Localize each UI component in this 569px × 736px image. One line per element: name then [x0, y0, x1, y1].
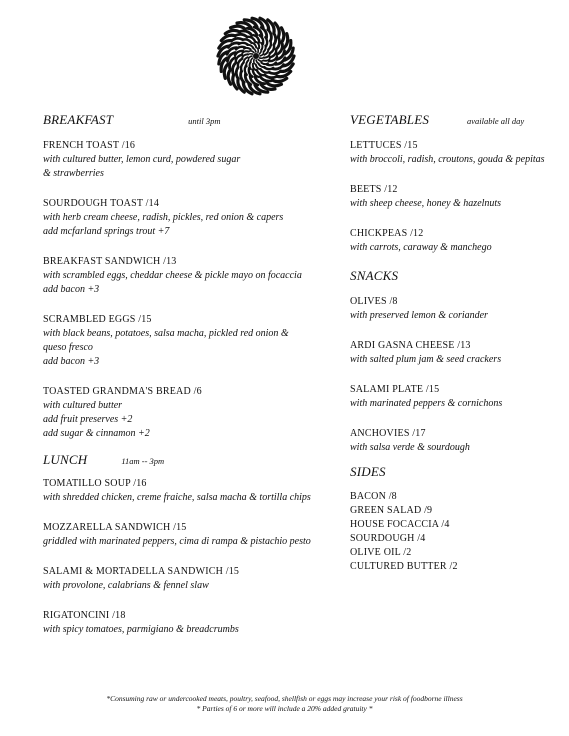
menu-item-name: CHICKPEAS /12 — [350, 228, 424, 239]
logo-swirl-stroke — [259, 50, 261, 54]
section-title: SNACKS — [350, 268, 399, 283]
menu-item-description: add bacon +3 — [43, 356, 100, 367]
menu-item — [43, 521, 333, 549]
menu-item — [43, 477, 333, 505]
logo-swirl-stroke — [267, 83, 282, 86]
menu-item-name: MOZZARELLA SANDWICH /15 — [43, 522, 187, 533]
side-item: CULTURED BUTTER /2 — [350, 561, 458, 572]
menu-item-name: TOMATILLO SOUP /16 — [43, 478, 147, 489]
logo-swirl-stroke — [268, 41, 271, 50]
logo-swirl-stroke — [250, 62, 251, 69]
menu-item-description: with provolone, calabrians & fennel slaw — [43, 580, 209, 591]
vegetables-items — [350, 139, 555, 255]
menu-item — [350, 427, 555, 455]
sides-items — [350, 490, 555, 574]
side-item: OLIVE OIL /2 — [350, 547, 412, 558]
logo-swirl-stroke — [244, 48, 251, 49]
logo-swirl-stroke — [251, 58, 253, 62]
menu-item — [350, 139, 555, 167]
menu-item-description: add sugar & cinnamon +2 — [43, 428, 150, 439]
menu-item-name: SCRAMBLED EGGS /15 — [43, 314, 152, 325]
menu-item-description: with salted plum jam & seed crackers — [350, 354, 502, 365]
section-note: 11am -- 3pm — [121, 456, 165, 466]
logo-swirl-stroke — [248, 54, 252, 55]
section-note: until 3pm — [188, 116, 221, 126]
logo-swirl-stroke — [264, 67, 273, 69]
swirl-logo-icon — [212, 12, 300, 100]
logo-swirl-stroke — [274, 33, 276, 45]
menu-item-name: ANCHOVIES /17 — [350, 428, 426, 439]
foodborne-illness-notice: *Consuming raw or undercooked meats, poultry, seafood, shellfish or eggs may increase your risk of foodborne illness — [106, 694, 463, 703]
logo-swirl-stroke — [225, 30, 240, 33]
logo-swirl-stroke — [236, 67, 238, 79]
menu-item-name: SALAMI & MORTADELLA SANDWICH /15 — [43, 566, 240, 577]
logo-swirl-stroke — [265, 75, 277, 78]
menu-item-description: with marinated peppers & cornichons — [350, 398, 503, 409]
menu-item — [350, 339, 555, 367]
lunch-section — [43, 452, 333, 653]
breakfast-section — [43, 112, 333, 441]
logo-swirl-stroke — [257, 48, 258, 52]
section-title: SIDES — [350, 464, 386, 479]
sides-header — [350, 464, 555, 484]
vegetables-section — [350, 112, 555, 255]
section-note: available all day — [467, 116, 525, 126]
menu-item-description: add fruit preserves +2 — [43, 414, 133, 425]
menu-item-description: add bacon +3 — [43, 284, 100, 295]
sides-section — [350, 464, 555, 574]
menu-item — [43, 139, 333, 181]
menu-item-description: add mcfarland springs trout +7 — [43, 226, 170, 237]
restaurant-logo — [212, 12, 300, 100]
logo-swirl-stroke — [246, 60, 248, 66]
menu-item-description: griddled with marinated peppers, cima di rampa & pistachio pesto — [43, 536, 311, 547]
menu-item-name: OLIVES /8 — [350, 296, 398, 307]
logo-swirl-stroke — [231, 26, 246, 29]
vegetables-header — [350, 112, 555, 132]
menu-item — [43, 609, 333, 637]
menu-item-name: BREAKFAST SANDWICH /13 — [43, 256, 177, 267]
menu-item-description: with spicy tomatoes, parmigiano & breadcrumbs — [43, 624, 239, 635]
logo-swirl-stroke — [272, 78, 287, 81]
left-column — [43, 112, 333, 635]
section-title: LUNCH — [43, 452, 88, 467]
logo-swirl-stroke — [228, 70, 230, 85]
logo-center-dot — [253, 53, 259, 59]
snacks-items — [350, 295, 555, 455]
menu-item — [350, 383, 555, 411]
side-item: SOURDOUGH /4 — [350, 533, 426, 544]
menu-item-description: queso fresco — [43, 342, 93, 353]
breakfast-header — [43, 112, 333, 132]
snacks-header — [350, 268, 555, 288]
menu-item-description: & strawberries — [43, 168, 104, 179]
lunch-header — [43, 452, 333, 472]
breakfast-items — [43, 139, 333, 441]
menu-item-description: with cultured butter — [43, 400, 123, 411]
logo-swirl-stroke — [254, 60, 255, 64]
snacks-section — [350, 268, 555, 471]
menu-item — [350, 295, 555, 323]
logo-swirl-stroke — [261, 43, 262, 50]
menu-item-description: with carrots, caraway & manchego — [350, 242, 492, 253]
lunch-items — [43, 477, 333, 637]
menu-item-description: with scrambled eggs, cheddar cheese & pickle mayo on focaccia — [43, 270, 302, 281]
menu-item — [350, 227, 555, 255]
menu-item-name: FRENCH TOAST /16 — [43, 140, 136, 151]
menu-item-description: with salsa verde & sourdough — [350, 442, 470, 453]
menu-item-description: with broccoli, radish, croutons, gouda & pepitas — [350, 154, 545, 165]
logo-swirl-stroke — [261, 63, 268, 64]
section-title: VEGETABLES — [350, 112, 430, 127]
section-title: BREAKFAST — [43, 112, 114, 127]
logo-swirl-stroke — [281, 28, 283, 43]
side-item: BACON /8 — [350, 491, 397, 502]
logo-swirl-stroke — [241, 62, 244, 71]
logo-swirl-stroke — [269, 71, 281, 74]
menu-item — [43, 385, 333, 441]
menu-item-description: with herb cream cheese, radish, pickles, red onion & capers — [43, 212, 284, 223]
menu-item-name: SALAMI PLATE /15 — [350, 384, 440, 395]
logo-swirl-stroke — [231, 38, 243, 41]
menu-item-description: with sheep cheese, honey & hazelnuts — [350, 198, 502, 209]
menu-item — [43, 255, 333, 297]
menu-item-name: SOURDOUGH TOAST /14 — [43, 198, 160, 209]
logo-swirl-stroke — [235, 34, 247, 37]
gratuity-notice: * Parties of 6 or more will include a 20% added gratuity * — [196, 704, 373, 713]
menu-item — [43, 565, 333, 593]
side-item: GREEN SALAD /9 — [350, 505, 433, 516]
menu-item — [43, 313, 333, 369]
logo-swirl-stroke — [241, 71, 245, 82]
menu-item-name: LETTUCES /15 — [350, 140, 418, 151]
menu-item-name: BEETS /12 — [350, 184, 398, 195]
menu-item-description: with preserved lemon & coriander — [350, 310, 488, 321]
menu-item-name: RIGATONCINI /18 — [43, 610, 126, 621]
logo-swirl-stroke — [250, 51, 254, 53]
logo-swirl-stroke — [263, 59, 269, 61]
logo-swirl-stroke — [268, 30, 272, 41]
menu-item-description: with cultured butter, lemon curd, powdered sugar — [43, 154, 241, 165]
menu-item — [43, 197, 333, 239]
logo-swirl-stroke — [263, 46, 265, 52]
side-item: HOUSE FOCACCIA /4 — [350, 519, 450, 530]
logo-swirl-stroke — [260, 57, 264, 58]
right-column — [350, 112, 555, 572]
logo-swirl-stroke — [242, 51, 248, 53]
menu-item-name: ARDI GASNA CHEESE /13 — [350, 340, 471, 351]
menu-item-description: with shredded chicken, creme fraiche, salsa macha & tortilla chips — [43, 492, 311, 503]
menu-item-description: with black beans, potatoes, salsa macha, pickled red onion & — [43, 328, 289, 339]
logo-swirl-stroke — [258, 59, 262, 61]
menu-item-name: TOASTED GRANDMA'S BREAD /6 — [43, 386, 202, 397]
logo-swirl-stroke — [239, 43, 248, 45]
menu-item — [350, 183, 555, 211]
footer-notes — [0, 694, 569, 714]
